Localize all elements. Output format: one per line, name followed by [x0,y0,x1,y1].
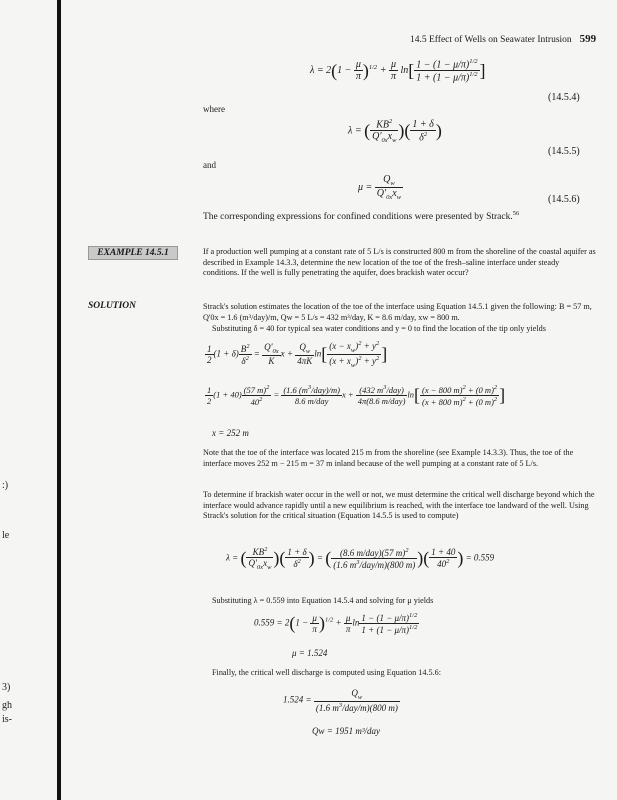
interface-equation-numeric: $\frac{1}{2}$ (1 + 40) $\frac{(57 m)^2}{40^2}$ = $\frac{(1.6 (m^3/day)/m)}{\text{8.6 m/day}}$ x + $\frac{(432 m^3/day)}{\text{4π(8.6 m/day)}}$ ln[ $\frac{(x - 800 m)^2 + (0 m)^2}{(x + 800 m)^2 + (0 m)^2}$ ] [207,384,506,407]
equation-14-5-6: μ = $\frac{Q_w}{Q'_{0x}x_w}$ [358,174,402,201]
solution-paragraph: Strack's solution estimates the location of the toe of the interface using Equation 14.5.1 given the following: B = 57 m, Q'0x = 1.6 (m³/day)/m, Qw = 5 L/s = 432 m³/day, K = 8.6 m/day, xw = 800 m. [203,302,592,322]
example-text: If a production well pumping at a constant rate of 5 L/s is constructed 800 m from the shoreline of the coastal aquifer as described in Example 14.3.3, determine the new location of the toe of the fresh–saline interface under steady conditions. If the well is fully penetrating the aquifer, does brackish water occur? [203,247,596,278]
discharge-equation: 1.524 = $\frac{Q_w}{(1.6 m^3/day/m)(800 m)}$ [283,688,398,713]
example-label: EXAMPLE 14.5.1 [88,246,178,260]
margin-fragment: is- [2,714,12,725]
solution-label: SOLUTION [88,301,137,311]
equation-14-5-5: λ = ( $\frac{KB^2}{Q'_{0x}x_w}$ )( $\frac{1 + \delta}{\delta^2}$ ) [348,118,442,145]
section-title: 14.5 Effect of Wells on Seawater Intrusion [410,35,572,45]
lambda-result: = 0.559 [465,552,495,563]
equation-number: (14.5.6) [548,194,580,205]
critical-paragraph: To determine if brackish water occur in the well or not, we must determine the critical well discharge beyond which the interface would advance rapidly until a new equilibrium is reached, with the interface toe landward of the well. Using Strack's solution for the critical situation (Equation 14.5.5 is used to compute) [203,490,595,521]
note-paragraph: Note that the toe of the interface was located 215 m from the shoreline (see Example 14.3.3). Thus, the toe of the interface moves 252 m − 215 m = 37 m inland because of the well pumping at a constant rate of 5 L/s. [203,448,574,468]
lambda-equation: λ = ( $\frac{KB^2}{Q'_{0x}x_w}$ )( $\frac{1 + \delta}{\delta^2}$ ) = ( $\frac{(8.6 m/day)(57 m)^2}{(1.6 m^3/day/m)(800 m)}$ )( $\frac{1 + 40}{40^2}$ ) = 0.559 [226,546,495,571]
page-number: 599 [579,33,597,45]
where-label: where [203,104,225,114]
binding-rule [57,0,61,800]
interface-equation: $\frac{1}{2}$ (1 + δ) $\frac{B^2}{\delta^2}$ = $\frac{Q'_{0x}}{K}$ x + $\frac{Q_w}{4\pi K}$ ln[ $\frac{(x - x_w)^2 + y^2}{(x + x_w)^2 + y^2}$ ] [207,340,388,369]
solution-substitution: Substituting δ = 40 for typical sea water conditions and y = 0 to find the location of the tip only yields [212,324,546,333]
discharge-result: Qw = 1951 m³/day [312,726,381,736]
footnote-ref: 56 [512,210,520,217]
margin-fragment: le [2,530,10,541]
and-label: and [203,160,216,170]
confined-sentence: The corresponding expressions for confined conditions were presented by Strack.$^{56}$ [203,210,520,223]
x-result: x = 252 m [212,428,249,438]
mu-result: μ = 1.524 [292,648,328,658]
equation-14-5-4: λ = 2(1 − $\frac{\mu}{\pi}$ )$^{1/2}$ + $\frac{\mu}{\pi}$ ln[ $\frac{1 - (1 - \mu/\pi)^{1/2}}{1 + (1 - \mu/\pi)^{1/2}}$ ] [310,58,486,84]
margin-fragment: gh [2,700,12,711]
margin-fragment: 3) [2,682,11,693]
mu-equation: 0.559 = 2(1 − $\frac{\mu}{\pi}$ )$^{1/2}$ + $\frac{\mu}{\pi}$ ln $\frac{1 - (1 - \mu/\pi)^{1/2}}{1 + (1 - \mu/\pi)^{1/2}}$ [254,612,418,635]
running-header [410,33,596,45]
margin-fragment: :) [2,480,9,491]
equation-number: (14.5.5) [548,146,580,157]
equation-number: (14.5.4) [548,92,580,103]
substitution-sentence: Substituting λ = 0.559 into Equation 14.5.4 and solving for μ yields [212,596,434,605]
finally-sentence: Finally, the critical well discharge is computed using Equation 14.5.6: [212,668,441,677]
